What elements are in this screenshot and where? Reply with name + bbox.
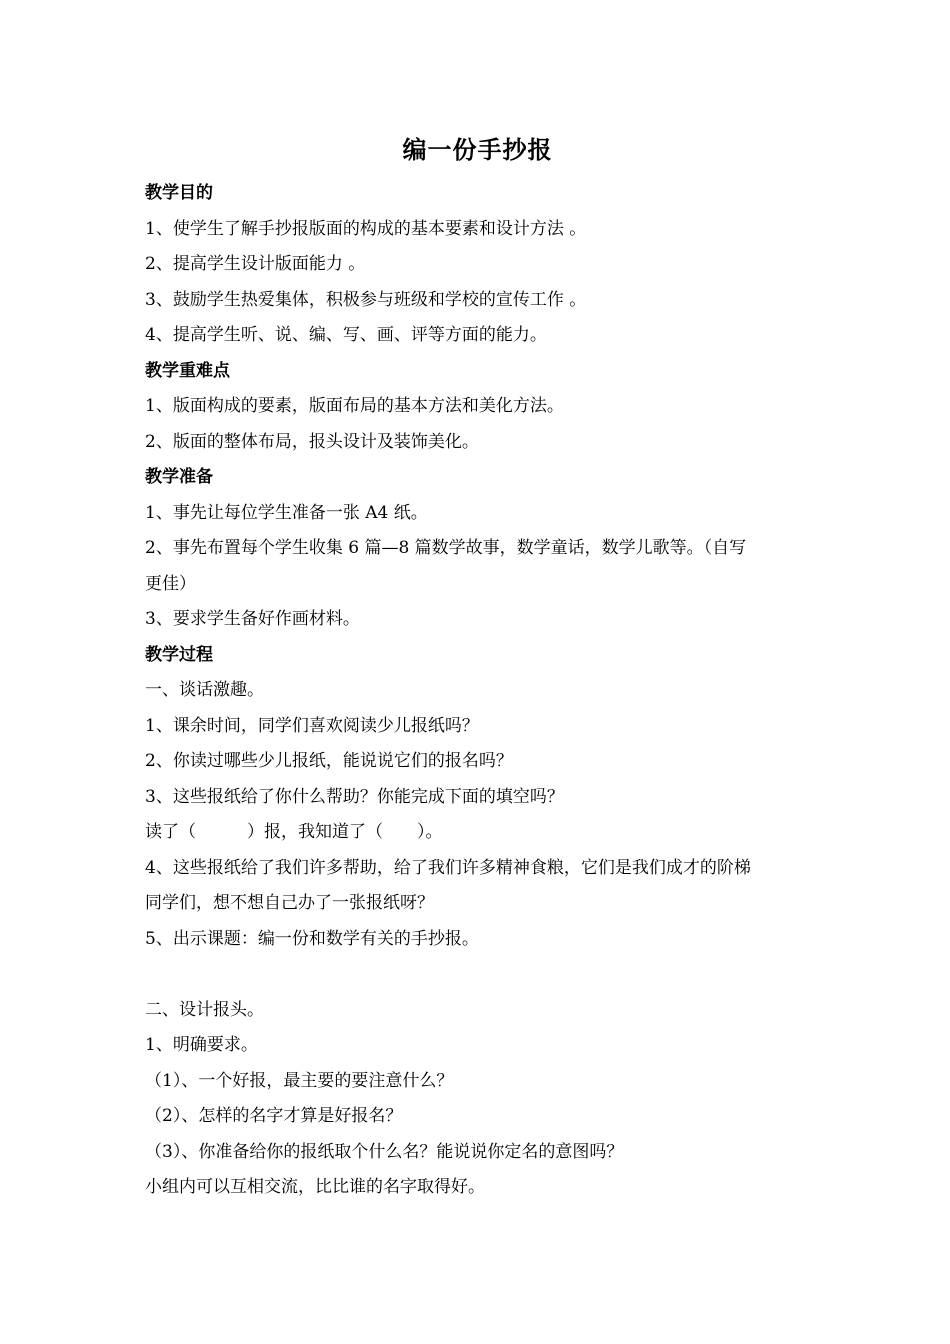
- process-part2-line-3: （1）、一个好报，最主要的要注意什么？: [145, 1070, 454, 1091]
- process-part1-line-7: 同学们，想不想自己办了一张报纸呀？: [145, 893, 434, 913]
- preparation-item-1: 1、事先让每位学生准备一张 A4 纸。: [145, 502, 428, 523]
- process-part1-line-1: 一、谈话激趣。: [145, 680, 264, 700]
- process-part2-line-5: （3）、你准备给你的报纸取个什么名？能说说你定名的意图吗？: [145, 1141, 624, 1162]
- blank-spacer: [145, 957, 810, 993]
- key-point-item-1: 1、版面构成的要素，版面布局的基本方法和美化方法。: [145, 396, 564, 416]
- process-part1-line-2: 1、课余时间，同学们喜欢阅读少儿报纸吗？: [145, 715, 479, 736]
- process-part2-line-6: 小组内可以互相交流，比比谁的名字取得好。: [145, 1177, 485, 1197]
- objective-item-2: 2、提高学生设计版面能力 。: [145, 254, 366, 274]
- document-title: 编一份手抄报: [402, 135, 553, 164]
- preparation-item-2: 2、事先布置每个学生收集 6 篇—8 篇数学故事，数学童话，数学儿歌等。（自写: [145, 538, 747, 558]
- process-part2-line-4: （2）、怎样的名字才算是好报名？: [145, 1106, 403, 1126]
- objective-item-1: 1、使学生了解手抄报版面的构成的基本要素和设计方法 。: [145, 218, 587, 239]
- process-part2-line-2: 1、明确要求。: [145, 1035, 258, 1055]
- process-part1-line-5: 读了（ ）报，我知道了（ ）。: [145, 822, 443, 842]
- process-part1-line-3: 2、你读过哪些少儿报纸，能说说它们的报名吗？: [145, 751, 513, 771]
- section-heading-preparation: 教学准备: [145, 467, 213, 487]
- section-heading-process: 教学过程: [145, 644, 213, 665]
- process-part1-line-8: 5、出示课题：编一份和数学有关的手抄报。: [145, 928, 479, 949]
- section-heading-objectives: 教学目的: [145, 183, 213, 203]
- key-point-item-2: 2、版面的整体布局，报头设计及装饰美化。: [145, 431, 479, 452]
- process-part2-line-1: 二、设计报头。: [145, 999, 264, 1020]
- section-heading-key-points: 教学重难点: [145, 360, 230, 381]
- process-part1-line-4: 3、这些报纸给了你什么帮助？你能完成下面的填空吗？: [145, 786, 564, 807]
- objective-item-3: 3、鼓励学生热爱集体，积极参与班级和学校的宣传工作 。: [145, 289, 587, 310]
- preparation-item-3: 3、要求学生备好作画材料。: [145, 609, 360, 629]
- preparation-item-2-continued: 更佳）: [145, 573, 196, 594]
- objective-item-4: 4、提高学生听、说、编、写、画、评等方面的能力。: [145, 325, 547, 345]
- process-part1-line-6: 4、这些报纸给了我们许多帮助，给了我们许多精神食粮，它们是我们成才的阶梯: [145, 857, 751, 878]
